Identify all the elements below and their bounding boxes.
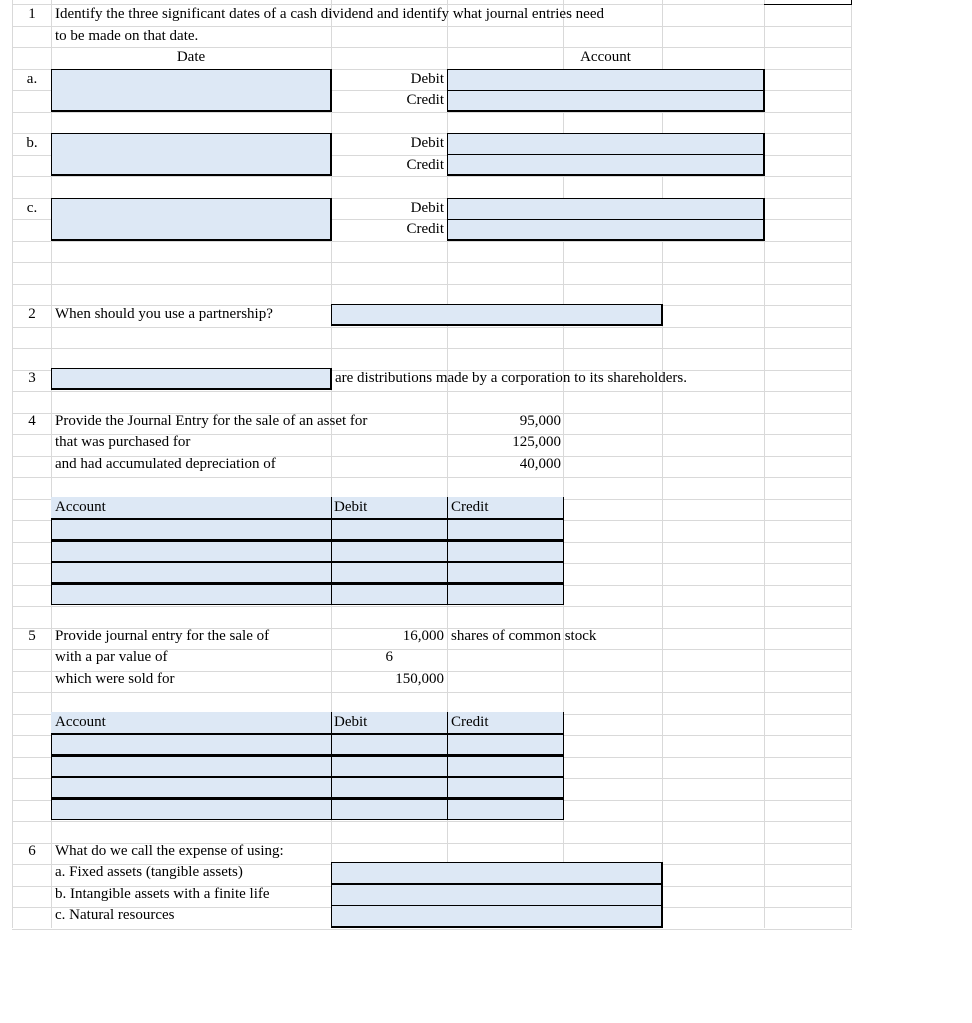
question-text: and had accumulated depreciation of [55,456,276,472]
question-text: c. Natural resources [55,907,175,923]
table-header-credit: Credit [451,714,489,730]
account-credit-input-a[interactable] [447,90,765,112]
debit-label: Debit [410,71,444,87]
table-header-debit: Debit [334,714,368,730]
account-debit-input-c[interactable] [447,198,765,220]
gridline [12,262,852,263]
account-entry-input[interactable] [51,755,332,777]
debit-entry-input[interactable] [331,776,448,798]
debit-entry-input[interactable] [331,798,448,820]
gridline [12,327,852,328]
date-input-a[interactable] [51,69,332,112]
credit-entry-input[interactable] [447,733,564,755]
debit-entry-input[interactable] [331,518,448,540]
question-number: 2 [28,306,36,322]
table-header-debit: Debit [334,499,368,515]
question-text: with a par value of [55,649,168,665]
gridline [12,176,852,177]
credit-entry-input[interactable] [447,755,564,777]
account-debit-input-a[interactable] [447,69,765,91]
gridline [12,241,852,242]
question-number: 5 [28,628,36,644]
account-entry-input[interactable] [51,733,332,755]
credit-entry-input[interactable] [447,583,564,605]
account-debit-input-b[interactable] [447,133,765,155]
distributions-term-input[interactable] [51,368,332,390]
question-number: 1 [28,6,36,22]
credit-entry-input[interactable] [447,776,564,798]
question-number: 6 [28,843,36,859]
par-value: 6 [385,649,393,665]
sale-amount: 95,000 [519,413,561,429]
accumulated-depreciation-amount: 40,000 [519,456,561,472]
account-entry-input[interactable] [51,583,332,605]
debit-entry-input[interactable] [331,733,448,755]
question-text: are distributions made by a corporation to its shareholders. [335,370,687,386]
question-text: to be made on that date. [55,28,199,44]
date-input-c[interactable] [51,198,332,241]
table-header-account: Account [55,499,106,515]
account-credit-input-c[interactable] [447,219,765,241]
top-border [764,4,852,5]
gridline [12,348,852,349]
gridline [12,692,852,693]
question-text: Provide the Journal Entry for the sale of an asset for [55,413,368,429]
debit-label: Debit [410,200,444,216]
partnership-answer-input[interactable] [331,304,663,326]
debit-entry-input[interactable] [331,755,448,777]
credit-label: Credit [406,92,444,108]
purchase-amount: 125,000 [512,434,561,450]
question-text: What do we call the expense of using: [55,843,284,859]
question-number: 4 [28,413,36,429]
natural-resources-expense-input[interactable] [331,905,663,928]
account-entry-input[interactable] [51,518,332,540]
fixed-assets-expense-input[interactable] [331,862,663,884]
account-entry-input[interactable] [51,776,332,798]
debit-entry-input[interactable] [331,540,448,562]
account-entry-input[interactable] [51,798,332,820]
gridline [12,391,852,392]
table-header-credit: Credit [451,499,489,515]
intangible-assets-expense-input[interactable] [331,884,663,906]
account-credit-input-b[interactable] [447,154,765,176]
account-entry-input[interactable] [51,561,332,583]
row-letter: b. [26,135,38,151]
shares-count: 16,000 [402,628,444,644]
account-entry-input[interactable] [51,540,332,562]
debit-entry-input[interactable] [331,561,448,583]
credit-entry-input[interactable] [447,798,564,820]
column-header-date: Date [176,49,206,65]
gridline [12,284,852,285]
gridline [12,821,852,822]
question-text: a. Fixed assets (tangible assets) [55,864,243,880]
question-text: Provide journal entry for the sale of [55,628,270,644]
question-text: that was purchased for [55,434,191,450]
sold-amount: 150,000 [395,671,444,687]
gridline [851,0,852,928]
shares-description: shares of common stock [451,628,597,644]
debit-entry-input[interactable] [331,583,448,605]
row-letter: a. [26,71,38,87]
credit-label: Credit [406,157,444,173]
top-border [851,0,852,5]
credit-entry-input[interactable] [447,540,564,562]
credit-entry-input[interactable] [447,561,564,583]
question-text: b. Intangible assets with a finite life [55,886,270,902]
gridline [12,477,852,478]
gridline [12,606,852,607]
debit-label: Debit [410,135,444,151]
column-header-account: Account [580,49,631,65]
table-header-account: Account [55,714,106,730]
gridline [12,929,852,930]
question-text: which were sold for [55,671,175,687]
question-text: When should you use a partnership? [55,306,273,322]
gridline [12,112,852,113]
credit-entry-input[interactable] [447,518,564,540]
question-number: 3 [28,370,36,386]
question-text: Identify the three significant dates of a cash dividend and identify what journal entries need [55,6,604,22]
row-letter: c. [26,200,38,216]
credit-label: Credit [406,221,444,237]
date-input-b[interactable] [51,133,332,176]
